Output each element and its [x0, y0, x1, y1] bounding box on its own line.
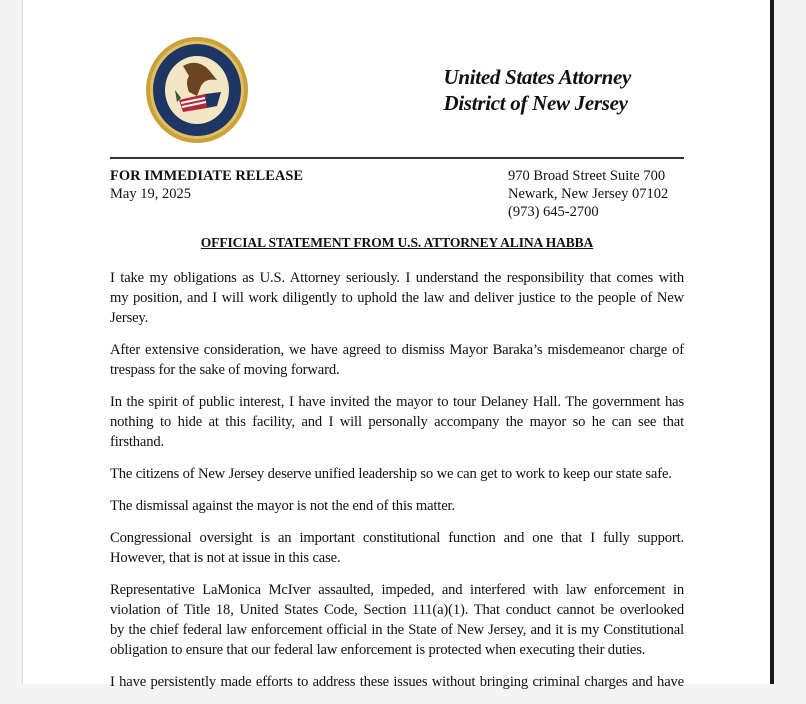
paragraph [110, 672, 684, 692]
paragraph-line: my position, and I will work diligently to uphold the law and deliver justice to the people of New [110, 290, 684, 306]
office-address [508, 167, 668, 221]
paragraph-line: The dismissal against the mayor is not the end of this matter. [110, 498, 455, 514]
paragraph-line: After extensive consideration, we have agreed to dismiss Mayor Baraka’s misdemeanor charge of [110, 342, 684, 358]
paragraph-line: I have persistently made efforts to address these issues without bringing criminal charges and have [110, 674, 684, 690]
statement-heading: OFFICIAL STATEMENT FROM U.S. ATTORNEY ALINA HABBA [200, 235, 594, 250]
paragraph [110, 268, 684, 328]
paragraph [110, 528, 684, 568]
paragraph-line: violation of Title 18, United States Code, Section 111(a)(1). That conduct cannot be overlooked [110, 602, 684, 618]
statement-body [110, 268, 684, 704]
document-page [22, 0, 771, 690]
viewer-edge [770, 0, 774, 684]
paragraph-line: In the spirit of public interest, I have invited the mayor to tour Delaney Hall. The government has [110, 394, 684, 410]
office-line-2: District of New Jersey [443, 91, 628, 115]
paragraph [110, 464, 684, 484]
doj-seal-logo [145, 36, 249, 144]
address-phone: (973) 645-2700 [508, 204, 599, 220]
paragraph [110, 392, 684, 452]
address-street: 970 Broad Street Suite 700 [508, 168, 666, 184]
release-info [110, 167, 303, 203]
paragraph-line: trespass for the sake of moving forward. [110, 362, 340, 378]
paragraph-line: The citizens of New Jersey deserve unified leadership so we can get to work to keep our state safe. [110, 466, 672, 482]
office-title [444, 64, 631, 116]
office-line-1: United States Attorney [443, 65, 631, 89]
paragraph-line: Congressional oversight is an important constitutional function and one that I fully support. [110, 530, 684, 546]
paragraph-line: Representative LaMonica McIver assaulted, impeded, and interfered with law enforcement in [110, 582, 684, 598]
paragraph-line: Jersey. [110, 310, 149, 326]
paragraph-line: I take my obligations as U.S. Attorney seriously. I understand the responsibility that comes with [110, 270, 684, 286]
header-divider [110, 157, 684, 159]
release-label: FOR IMMEDIATE RELEASE [110, 168, 304, 184]
paragraph [110, 340, 684, 380]
paragraph-line: by the chief federal law enforcement official in the State of New Jersey, and it is my Constitutional [110, 622, 684, 638]
address-city: Newark, New Jersey 07102 [508, 186, 669, 202]
paragraph [110, 580, 684, 660]
paragraph-line: nothing to hide at this facility, and I will personally accompany the mayor so he can see that [110, 414, 684, 430]
paragraph-line: firsthand. [110, 434, 165, 450]
paragraph-line: obligation to ensure that our federal law enforcement is protected when executing their duties. [110, 642, 646, 658]
paragraph [110, 496, 684, 516]
release-date: May 19, 2025 [110, 186, 191, 202]
paragraph-line: However, that is not at issue in this case. [110, 550, 341, 566]
